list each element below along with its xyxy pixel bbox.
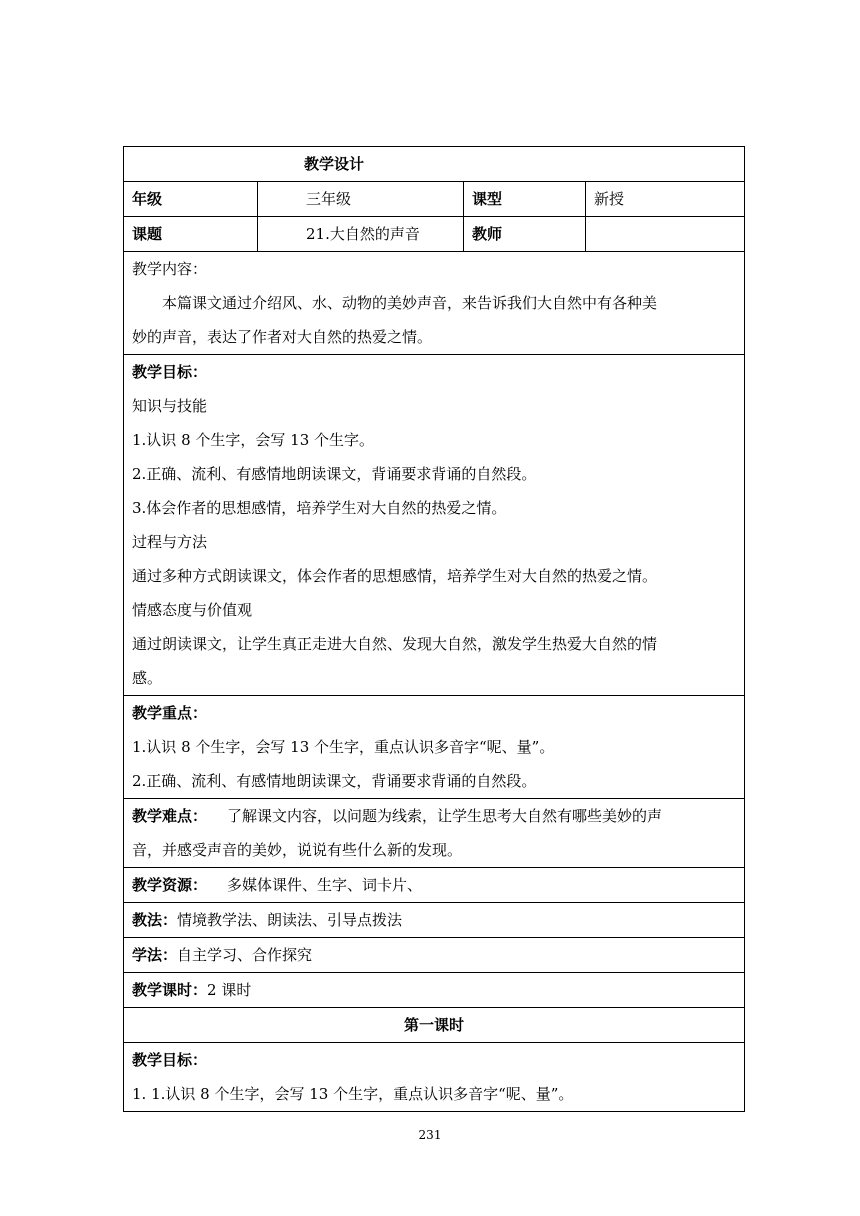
title-cell — [124, 147, 745, 182]
content-label: 教学内容： — [132, 260, 208, 278]
key-point-1: 1.认识 8 个生字，会写 13 个生字，重点认识多音字“呢、量”。 — [132, 738, 555, 756]
topic-label: 课题 — [124, 217, 258, 252]
teaching-method-row — [124, 903, 745, 938]
learning-method-cell — [124, 938, 745, 973]
process-item-1: 通过多种方式朗读课文，体会作者的思想感情，培养学生对大自然的热爱之情。 — [132, 567, 658, 585]
difficulty-cell — [124, 799, 745, 868]
process-title: 过程与方法 — [132, 533, 208, 551]
lesson1-goals-cell — [124, 1043, 745, 1112]
knowledge-title: 知识与技能 — [132, 397, 208, 415]
lesson1-goals-label: 教学目标： — [132, 1051, 208, 1069]
lesson1-title-cell — [124, 1008, 745, 1043]
type-label: 课型 — [464, 182, 586, 217]
teaching-method-label: 教法： — [132, 911, 178, 929]
resources-row — [124, 868, 745, 903]
hours-label: 教学课时： — [132, 981, 208, 999]
learning-method-value: 自主学习、合作探究 — [177, 946, 313, 964]
page-number: 231 — [418, 1128, 442, 1142]
grade-value: 三年级 — [258, 182, 464, 217]
goals-label: 教学目标： — [132, 363, 208, 381]
emotion-item-line2: 感。 — [132, 669, 163, 687]
teaching-method-value: 情境教学法、朗读法、引导点拨法 — [177, 911, 403, 929]
content-paragraph-line1: 本篇课文通过介绍风、水、动物的美妙声音，来告诉我们大自然中有各种美 — [162, 294, 658, 312]
type-value: 新授 — [586, 182, 745, 217]
emotion-title: 情感态度与价值观 — [132, 601, 253, 619]
resources-value: 多媒体课件、生字、词卡片、 — [227, 876, 423, 894]
knowledge-item-3: 3.体会作者的思想感情，培养学生对大自然的热爱之情。 — [132, 499, 507, 517]
teacher-label: 教师 — [464, 217, 586, 252]
hours-cell — [124, 973, 745, 1008]
difficulty-text-line1: 了解课文内容，以问题为线索，让学生思考大自然有哪些美妙的声 — [227, 807, 663, 825]
key-point-2: 2.正确、流利、有感情地朗读课文，背诵要求背诵的自然段。 — [132, 772, 537, 790]
teacher-value — [586, 217, 745, 252]
grade-row — [124, 182, 745, 217]
lesson-plan-table — [123, 146, 745, 1112]
difficulty-label: 教学难点： — [132, 807, 208, 825]
goals-row — [124, 355, 745, 696]
title-row — [124, 147, 745, 182]
lesson1-title-row — [124, 1008, 745, 1043]
content-cell — [124, 252, 745, 355]
lesson1-goal-1: 1. 1.认识 8 个生字，会写 13 个生字，重点认识多音字“呢、量”。 — [132, 1085, 574, 1103]
knowledge-item-2: 2.正确、流利、有感情地朗读课文，背诵要求背诵的自然段。 — [132, 465, 537, 483]
difficulty-row — [124, 799, 745, 868]
resources-cell — [124, 868, 745, 903]
knowledge-item-1: 1.认识 8 个生字，会写 13 个生字。 — [132, 431, 375, 449]
doc-title: 教学设计 — [304, 155, 365, 173]
lesson1-title: 第一课时 — [404, 1016, 465, 1034]
resources-label: 教学资源： — [132, 876, 208, 894]
content-row — [124, 252, 745, 355]
key-points-cell — [124, 696, 745, 799]
teaching-method-cell — [124, 903, 745, 938]
grade-label: 年级 — [124, 182, 258, 217]
emotion-item-line1: 通过朗读课文，让学生真正走进大自然、发现大自然，激发学生热爱大自然的情 — [132, 635, 658, 653]
key-points-label: 教学重点： — [132, 704, 208, 722]
hours-row — [124, 973, 745, 1008]
goals-cell — [124, 355, 745, 696]
content-paragraph-line2: 妙的声音，表达了作者对大自然的热爱之情。 — [132, 328, 433, 346]
hours-value: 2 课时 — [207, 981, 252, 999]
difficulty-text-line2: 音，并感受声音的美妙，说说有些什么新的发现。 — [132, 841, 463, 859]
learning-method-row — [124, 938, 745, 973]
lesson-plan-table-wrapper — [123, 146, 744, 1112]
learning-method-label: 学法： — [132, 946, 178, 964]
topic-value: 21.大自然的声音 — [258, 217, 464, 252]
lesson1-goals-row — [124, 1043, 745, 1112]
key-points-row — [124, 696, 745, 799]
topic-row — [124, 217, 745, 252]
